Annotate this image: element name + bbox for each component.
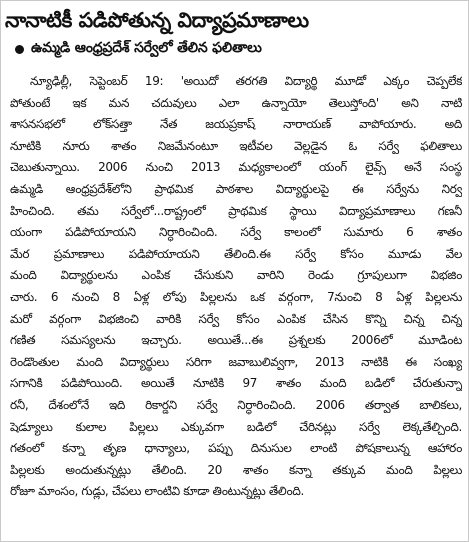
article-line: పోతుంటే ఇక మన చదువులు ఎలా ఉన్నాయో తెలుస్తోంది' అని నాటి (10, 95, 462, 110)
article-line: సగానికి పడిపోయింది. అయితే నూటికి 97 శాతం మంది బడిలో చేరుతున్నా (10, 376, 462, 391)
article-line: గణిత సమస్యలను ఇచ్చారు. అయితే...ఈ ప్రశ్నలకు 2006లో మూడింట (10, 333, 462, 348)
article-line: రోజూ మాంసం, గుడ్లు, చేపలు లాంటివి కూడా తింటున్నట్లు తేలింది. (10, 484, 304, 499)
article-line: న్యూఢిల్లీ, సెప్టెంబర్ 19: 'అయిదో తరగతి విద్యార్థి మూడో ఎక్కం చెప్పలేక (30, 74, 462, 88)
article-line: రెండొంతుల మంది విద్యార్థులు సరిగా జవాబులివ్వగా, 2013 నాటికి ఈ సంఖ్య (10, 354, 462, 369)
bullet-icon (15, 45, 24, 54)
article-line: హించింది. తమ సర్వేలో...రాష్ట్రంలో ప్రాథమిక స్థాయి విద్యాప్రమాణాలు గణనీ (10, 203, 462, 218)
article-line: మంది విద్యార్థులను ఎంపిక చేసుకుని వారిని రెండు గ్రూపులుగా విభజిం (10, 268, 462, 283)
article-line: గతంలో కన్నా తృణ ధాన్యాలు, పప్పు దినుసుల లాంటి పోషకాలున్న ఆహారం (10, 441, 462, 456)
article-line: మేర ప్రమాణాలు పడిపోయాయని తేలింది.ఈ సర్వే కోసం మూడు వేల (10, 246, 462, 261)
article-line: పిల్లలకు అందుతున్నట్లు తేలింది. 20 శాతం కన్నా తక్కువ మంది పిల్లలు (10, 462, 462, 477)
article-body (10, 71, 462, 503)
article-line: చెబుతున్నాయి. 2006 నుంచి 2013 మధ్యకాలంలో యంగ్ లైవ్స్ అనే సంస్థ (10, 160, 462, 175)
article-line: మరో వర్గంగా విభజించి వారికి సర్వే కోసం ఎంపిక చేసిన కొన్ని చిన్న చిన్న (10, 311, 462, 326)
article-line: షెడ్యూలు కులాల పిల్లలు ఎక్కువగా బడిలో చేరినట్లు సర్వే లెక్కతేల్చింది. (10, 419, 462, 434)
article-line: రనీ, దేశంలోనే ఇది రికార్డని సర్వే నిర్ధారించింది. 2006 తర్వాత బాలికలు, (10, 397, 462, 412)
article-line: చారు. 6 నుంచి 8 ఏళ్ల లోపు పిల్లలను ఒక వర్గంగా, 7నుంచి 8 ఏళ్ల పిల్లలను (10, 289, 462, 304)
headline: నానాటికీ పడిపోతున్న విద్యాప్రమాణాలు (5, 8, 309, 32)
article-line: శాసనసభలో లోక్‌సత్తా నేత జయప్రకాష్ నారాయణ్ వాపోయారు. అది (10, 117, 462, 132)
article-line: నూటికి నూరు శాతం నిజమేనంటూ ఇటీవల వెల్లడైన ఓ సర్వే ఫలితాలు (10, 138, 462, 153)
article-line: యంగా పడిపోయాయని నిర్ధారించింది. సర్వే కాలంలో సుమారు 6 శాతం (10, 225, 462, 240)
article-line: ఉమ్మడి ఆంధ్రప్రదేశ్‌లోని ప్రాథమిక పాఠశాల విద్యార్థులపై ఈ సర్వేను నిర్వ (10, 181, 462, 196)
subheadline-text: ఉమ్మడి ఆంధ్రప్రదేశ్ సర్వేలో తేలిన ఫలితాలు (31, 39, 262, 56)
subheadline (15, 37, 262, 61)
